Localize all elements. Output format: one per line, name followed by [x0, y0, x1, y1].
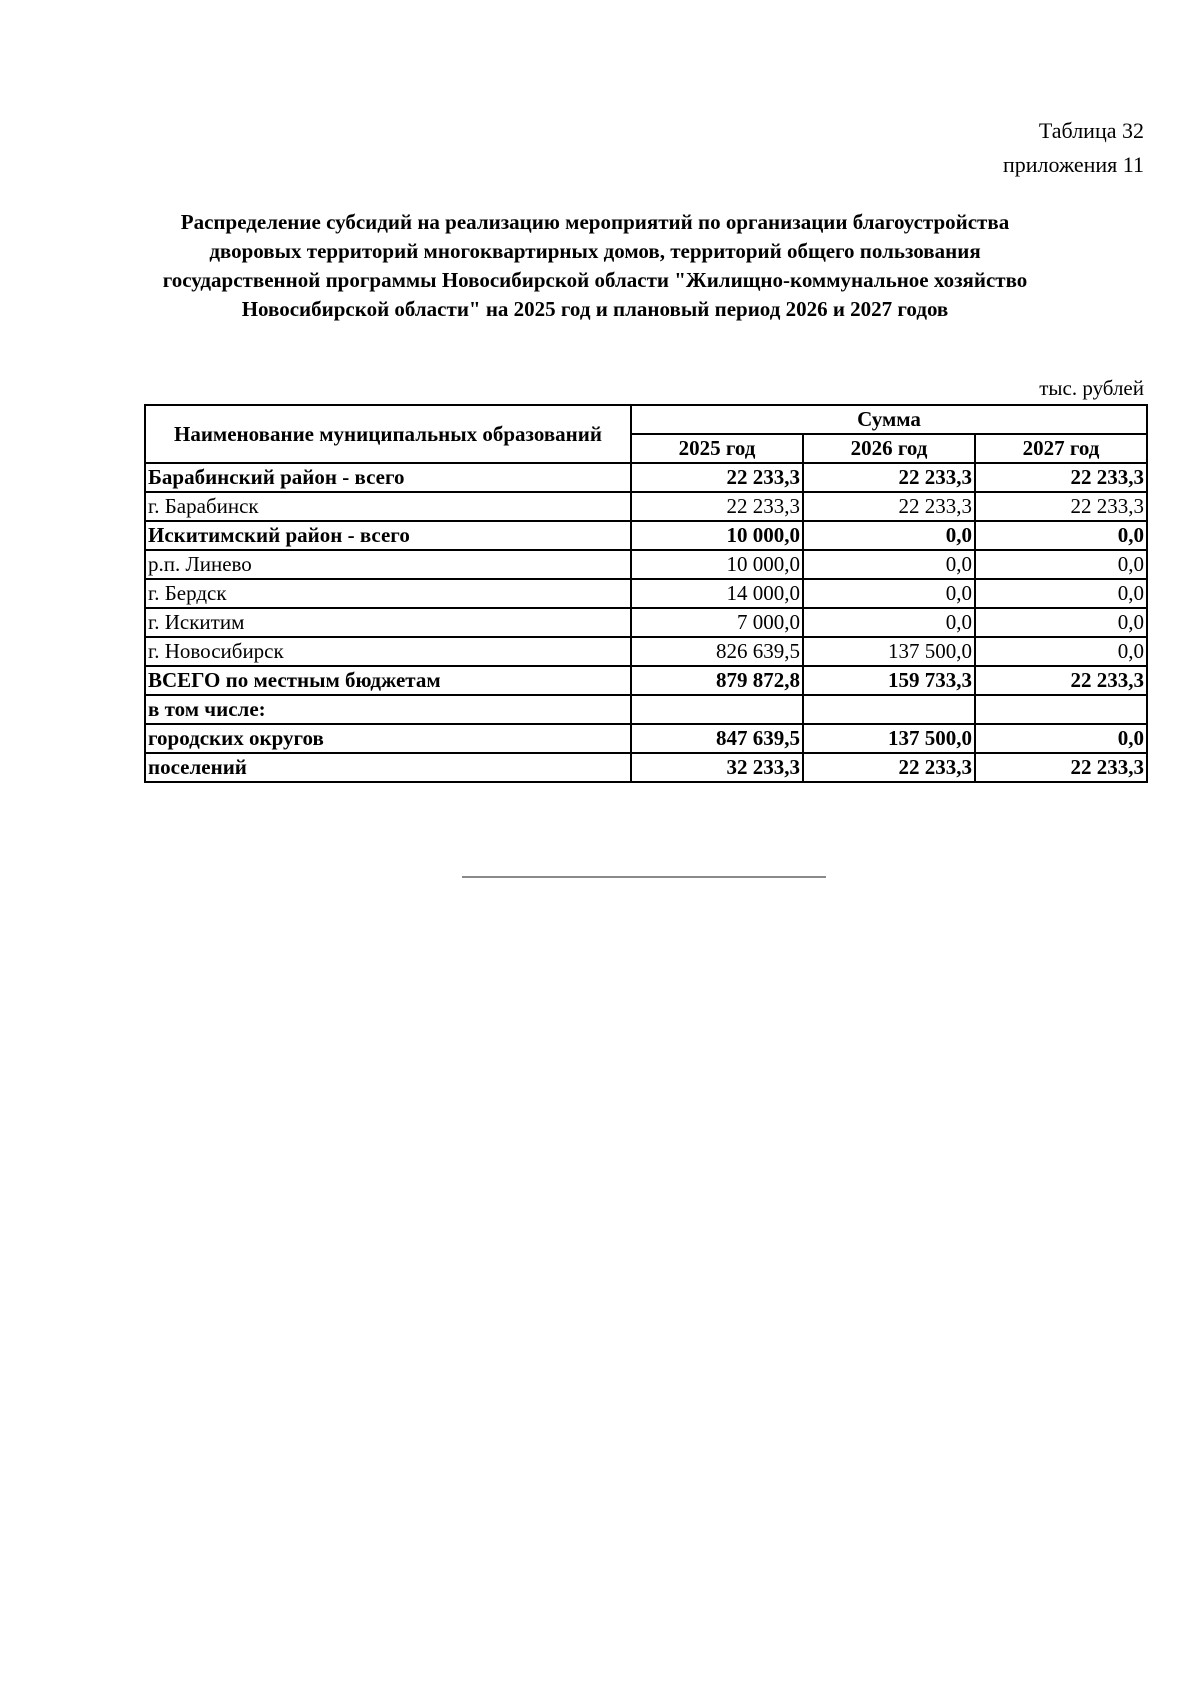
title-line: Новосибирской области" на 2025 год и плановый период 2026 и 2027 годов — [241, 297, 949, 321]
row-name-cell: поселений — [145, 753, 631, 782]
table-row — [145, 463, 1147, 492]
value-cell-2026: 22 233,3 — [803, 492, 975, 521]
value-cell-2025: 7 000,0 — [631, 608, 803, 637]
table-row — [145, 637, 1147, 666]
table-row — [145, 579, 1147, 608]
row-name-cell: в том числе: — [145, 695, 631, 724]
value-cell-2026: 137 500,0 — [803, 637, 975, 666]
value-cell-2026: 0,0 — [803, 579, 975, 608]
title-line: Распределение субсидий на реализацию мероприятий по организации благоустройства — [180, 210, 1010, 234]
table-row — [145, 753, 1147, 782]
subsidy-table — [144, 404, 1148, 783]
value-cell-2026: 22 233,3 — [803, 463, 975, 492]
title-line: государственной программы Новосибирской области "Жилищно-коммунальное хозяйство — [162, 268, 1028, 292]
table-row — [145, 521, 1147, 550]
value-cell-2025: 10 000,0 — [631, 550, 803, 579]
row-name-cell: г. Бердск — [145, 579, 631, 608]
value-cell-2027: 22 233,3 — [975, 492, 1147, 521]
row-name-cell: р.п. Линево — [145, 550, 631, 579]
value-cell-2027: 0,0 — [975, 608, 1147, 637]
table-row — [145, 666, 1147, 695]
column-header-2025: 2025 год — [631, 434, 803, 463]
value-cell-2027 — [975, 695, 1147, 724]
value-cell-2026: 0,0 — [803, 521, 975, 550]
value-cell-2027: 22 233,3 — [975, 463, 1147, 492]
column-header-2027: 2027 год — [975, 434, 1147, 463]
value-cell-2025: 22 233,3 — [631, 463, 803, 492]
column-header-name: Наименование муниципальных образований — [145, 405, 631, 463]
value-cell-2025: 14 000,0 — [631, 579, 803, 608]
title-line: дворовых территорий многоквартирных домов, территорий общего пользования — [209, 239, 981, 263]
value-cell-2027: 0,0 — [975, 579, 1147, 608]
row-name-cell: городских округов — [145, 724, 631, 753]
value-cell-2026: 0,0 — [803, 608, 975, 637]
footer-divider — [462, 876, 826, 878]
value-cell-2026: 0,0 — [803, 550, 975, 579]
row-name-cell: г. Новосибирск — [145, 637, 631, 666]
value-cell-2025: 847 639,5 — [631, 724, 803, 753]
value-cell-2027: 22 233,3 — [975, 666, 1147, 695]
table-number: Таблица 32 — [1038, 118, 1144, 143]
table-row — [145, 608, 1147, 637]
table-row — [145, 724, 1147, 753]
value-cell-2025: 22 233,3 — [631, 492, 803, 521]
units-label: тыс. рублей — [1039, 376, 1144, 400]
row-name-cell: г. Искитим — [145, 608, 631, 637]
row-name-cell: ВСЕГО по местным бюджетам — [145, 666, 631, 695]
column-header-2026: 2026 год — [803, 434, 975, 463]
table-row — [145, 695, 1147, 724]
appendix-label: приложения 11 — [1002, 152, 1144, 177]
value-cell-2025: 10 000,0 — [631, 521, 803, 550]
value-cell-2027: 0,0 — [975, 724, 1147, 753]
value-cell-2027: 0,0 — [975, 637, 1147, 666]
row-name-cell: Искитимский район - всего — [145, 521, 631, 550]
value-cell-2025: 879 872,8 — [631, 666, 803, 695]
value-cell-2025: 826 639,5 — [631, 637, 803, 666]
table-row — [145, 550, 1147, 579]
row-name-cell: Барабинский район - всего — [145, 463, 631, 492]
value-cell-2026: 137 500,0 — [803, 724, 975, 753]
value-cell-2027: 0,0 — [975, 521, 1147, 550]
column-header-sum: Сумма — [631, 405, 1147, 434]
value-cell-2026: 159 733,3 — [803, 666, 975, 695]
row-name-cell: г. Барабинск — [145, 492, 631, 521]
document-title — [140, 208, 1050, 324]
value-cell-2025: 32 233,3 — [631, 753, 803, 782]
value-cell-2026 — [803, 695, 975, 724]
value-cell-2025 — [631, 695, 803, 724]
value-cell-2027: 0,0 — [975, 550, 1147, 579]
table-row — [145, 492, 1147, 521]
value-cell-2027: 22 233,3 — [975, 753, 1147, 782]
value-cell-2026: 22 233,3 — [803, 753, 975, 782]
table-body — [145, 463, 1147, 782]
